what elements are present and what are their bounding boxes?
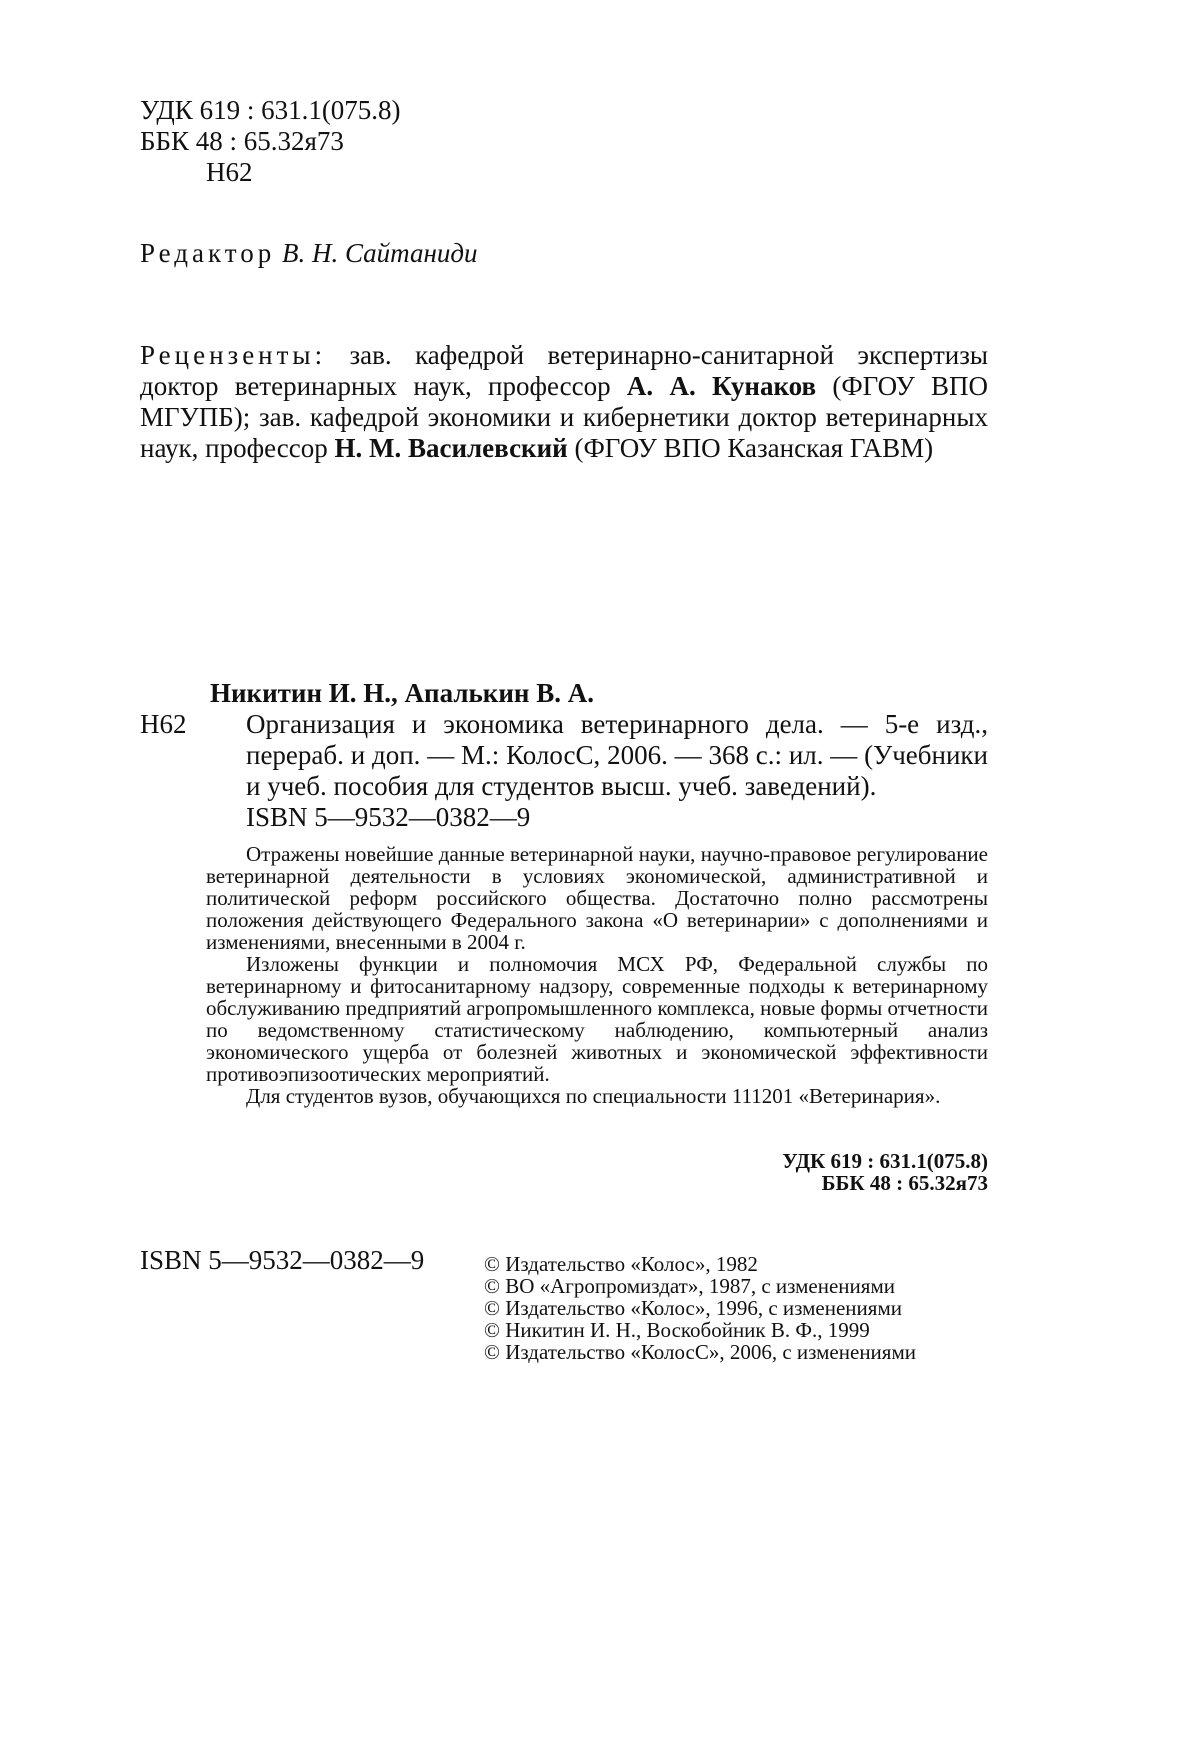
copyright-list: [484, 1253, 916, 1363]
classification-right: [782, 1150, 988, 1194]
reviewers-text-3: (ФГОУ ВПО Казанская ГАВМ): [574, 433, 934, 463]
udk-code: УДК 619 : 631.1(075.8): [140, 95, 401, 125]
book-isbn: ISBN 5—9532—0382—9: [246, 802, 531, 832]
bbk-code: ББК 48 : 65.32я73: [140, 126, 344, 156]
reviewer-name-2: Н. М. Василевский: [334, 433, 568, 463]
reviewers-label: Рецензенты:: [140, 340, 327, 370]
book-description: Организация и экономика ветеринарного дела. — 5-е изд., перераб. и доп. — М.: КолосС, 2006. — 368 с.: ил. — (Учебники и учеб. пособия для студентов высш. учеб. заведений).: [246, 709, 988, 801]
editor-label: Редактор: [140, 238, 276, 268]
editor-line: [140, 238, 478, 269]
book-authors: Никитин И. Н., Апалькин В. А.: [210, 678, 594, 708]
copyright-line: © Никитин И. Н., Воскобойник В. Ф., 1999: [484, 1318, 870, 1342]
abstract-paragraph-3: Для студентов вузов, обучающихся по специальности 111201 «Ветеринария».: [246, 1084, 941, 1108]
reviewers-text-1: зав. кафедрой ветеринарно-санитарной экспертизы доктор ветеринарных наук, профессор: [140, 340, 989, 401]
copyright-line: © Издательство «Колос», 1982: [484, 1252, 758, 1276]
copyright-line: © ВО «Агропромиздат», 1987, с изменениями: [484, 1274, 895, 1298]
copyright-line: © Издательство «Колос», 1996, с изменениями: [484, 1296, 902, 1320]
bbk-code-right: ББК 48 : 65.32я73: [821, 1171, 988, 1195]
reviewers-block: [140, 340, 988, 464]
abstract-paragraph-2: Изложены функции и полномочия МСХ РФ, Федеральной службы по ветеринарному и фитосанитарному надзору, современные подходы к ветеринарному обслуживанию предприятий агропромышленного комплекса, новые формы отчетности по ведомственному статистическому наблюдению, компьютерный анализ экономического ущерба от болезней животных и экономической эффективности противоэпизоотических мероприятий.: [206, 952, 988, 1086]
book-code: Н62: [140, 709, 187, 739]
classification-block: [140, 95, 401, 188]
abstract: [206, 843, 988, 1107]
abstract-paragraph-1: Отражены новейшие данные ветеринарной науки, научно-правовое регулирование ветеринарной деятельности в условиях экономической, административной и политической реформ российского общества. Достаточно полно рассмотрены положения действующего Федерального закона «О ветеринарии» с дополнениями и изменениями, внесенными в 2004 г.: [206, 842, 988, 954]
udk-code-right: УДК 619 : 631.1(075.8): [782, 1149, 988, 1173]
copyright-line: © Издательство «КолосС», 2006, с изменениями: [484, 1340, 916, 1364]
author-mark: Н62: [206, 157, 253, 187]
reviewers-text-2: (ФГОУ ВПО МГУПБ); зав. кафедрой экономики и кибернетики доктор ветеринарных наук, профессор: [140, 371, 989, 463]
editor-name: В. Н. Сайтаниди: [281, 238, 478, 268]
footer-isbn: ISBN 5—9532—0382—9: [140, 1245, 425, 1275]
reviewer-name-1: А. А. Кунаков: [626, 371, 817, 401]
